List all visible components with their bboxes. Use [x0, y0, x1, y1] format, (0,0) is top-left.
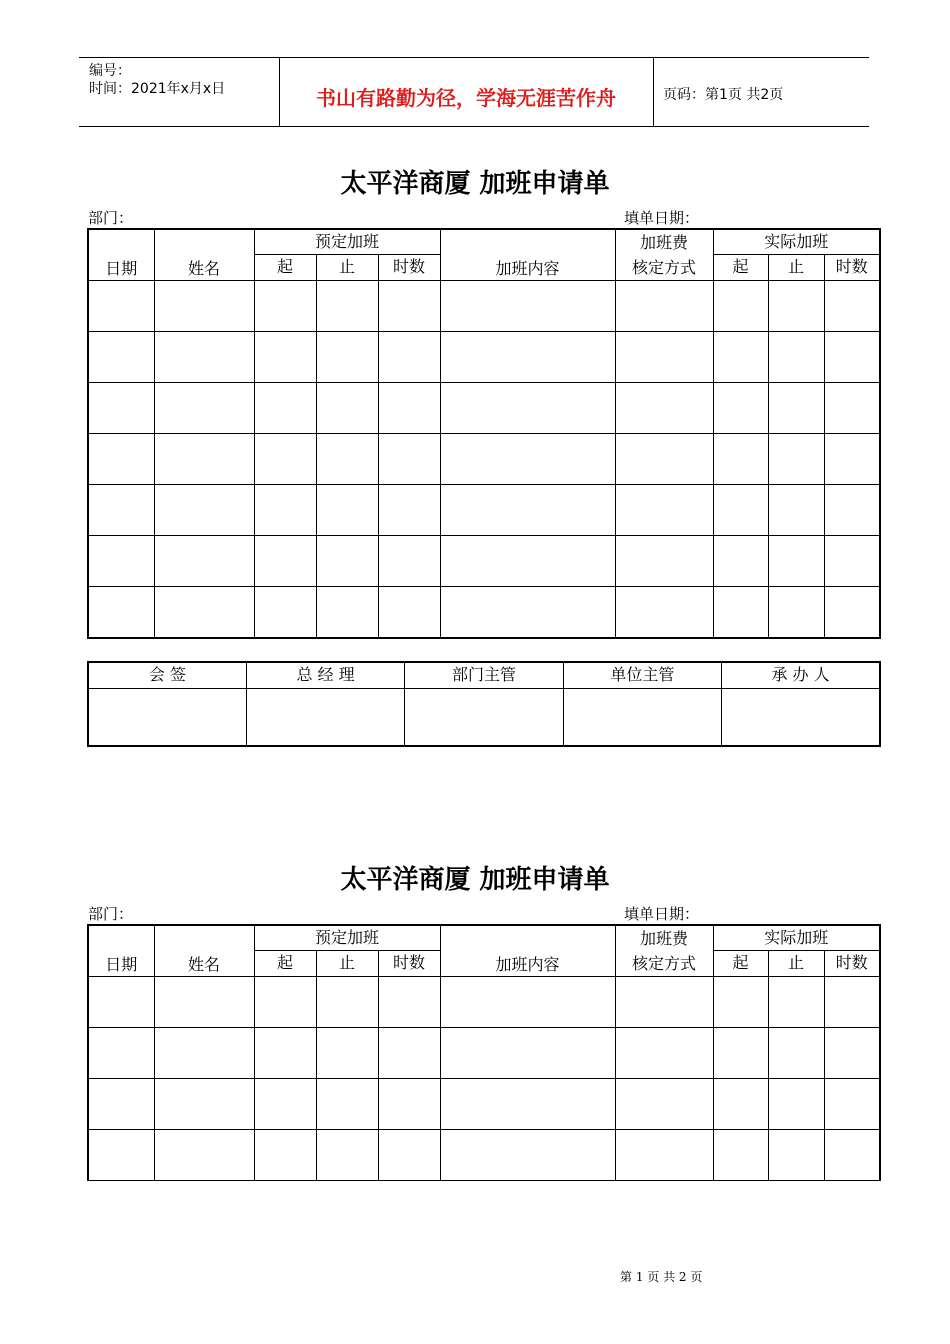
- table-cell[interactable]: [713, 587, 768, 638]
- table-cell[interactable]: [154, 281, 254, 332]
- table-row: [88, 434, 880, 485]
- table-cell[interactable]: [378, 485, 440, 536]
- table-cell[interactable]: [154, 536, 254, 587]
- signoff-cell: [563, 688, 721, 746]
- table-cell[interactable]: [316, 977, 378, 1028]
- table-cell[interactable]: [88, 485, 154, 536]
- signoff-cell: [722, 688, 880, 746]
- signoff-header-dept-manager: 部门主管: [405, 662, 563, 688]
- table-cell[interactable]: [154, 587, 254, 638]
- table-cell[interactable]: [88, 281, 154, 332]
- table-cell[interactable]: [378, 1079, 440, 1130]
- table-cell[interactable]: [615, 485, 713, 536]
- col-fee-line2: 核定方式: [631, 258, 696, 277]
- dept-label: 部门：: [88, 905, 134, 923]
- table-cell[interactable]: [316, 281, 378, 332]
- table-cell[interactable]: [615, 587, 713, 638]
- table-cell[interactable]: [254, 281, 316, 332]
- col-actual-start: 起: [713, 254, 768, 280]
- col-fee-line1: 加班费: [639, 929, 688, 948]
- table-cell[interactable]: [824, 485, 880, 536]
- col-fee-line2: 核定方式: [631, 954, 696, 973]
- table-cell[interactable]: [88, 434, 154, 485]
- table-cell[interactable]: [713, 383, 768, 434]
- table-cell[interactable]: [254, 977, 316, 1028]
- table-cell[interactable]: [824, 383, 880, 434]
- col-planned-hours: 时数: [378, 950, 440, 976]
- table-cell[interactable]: [440, 1028, 615, 1079]
- table-cell[interactable]: [713, 1130, 768, 1181]
- col-fee-line1: 加班费: [639, 233, 688, 252]
- table-cell[interactable]: [316, 1079, 378, 1130]
- table-cell[interactable]: [254, 485, 316, 536]
- table-cell[interactable]: [768, 587, 824, 638]
- table-cell[interactable]: [824, 1028, 880, 1079]
- table-cell[interactable]: [154, 332, 254, 383]
- table-cell[interactable]: [768, 1028, 824, 1079]
- table-cell[interactable]: [440, 434, 615, 485]
- fill-date-label: 填单日期：: [624, 905, 700, 923]
- table-cell[interactable]: [713, 434, 768, 485]
- col-fee: [615, 925, 713, 977]
- table-cell[interactable]: [713, 1028, 768, 1079]
- table-cell[interactable]: [824, 332, 880, 383]
- col-actual-end: 止: [768, 950, 824, 976]
- time-label: 时间：2021年x月x日: [89, 81, 226, 97]
- page-header: [79, 57, 869, 127]
- col-planned: 预定加班: [254, 925, 440, 950]
- table-cell[interactable]: [440, 1079, 615, 1130]
- table-cell[interactable]: [615, 536, 713, 587]
- signoff-header-handler: 承 办 人: [722, 662, 880, 688]
- number-label: 编号：: [89, 63, 131, 79]
- col-name: 姓名: [154, 925, 254, 977]
- col-name: 姓名: [154, 229, 254, 281]
- table-cell[interactable]: [88, 383, 154, 434]
- table-cell[interactable]: [615, 332, 713, 383]
- table-cell[interactable]: [378, 977, 440, 1028]
- table-cell[interactable]: [88, 587, 154, 638]
- table-cell[interactable]: [378, 1130, 440, 1181]
- table-cell[interactable]: [154, 1130, 254, 1181]
- table-cell[interactable]: [254, 383, 316, 434]
- col-planned-hours: 时数: [378, 254, 440, 280]
- table-cell[interactable]: [440, 332, 615, 383]
- table-cell[interactable]: [254, 1130, 316, 1181]
- col-actual: 实际加班: [713, 229, 880, 254]
- table-cell[interactable]: [316, 1028, 378, 1079]
- col-actual: 实际加班: [713, 925, 880, 950]
- table-cell[interactable]: [316, 536, 378, 587]
- table-cell[interactable]: [378, 587, 440, 638]
- overtime-table: [87, 228, 881, 639]
- table-cell[interactable]: [440, 1130, 615, 1181]
- table-cell[interactable]: [713, 977, 768, 1028]
- table-cell[interactable]: [254, 536, 316, 587]
- table-row: [88, 332, 880, 383]
- table-cell[interactable]: [440, 977, 615, 1028]
- col-planned-end: 止: [316, 950, 378, 976]
- table-cell[interactable]: [768, 332, 824, 383]
- table-cell[interactable]: [254, 1028, 316, 1079]
- signoff-header-countersign: 会 签: [88, 662, 246, 688]
- table-cell[interactable]: [254, 1079, 316, 1130]
- table-cell[interactable]: [254, 587, 316, 638]
- table-cell[interactable]: [824, 1079, 880, 1130]
- table-cell[interactable]: [768, 977, 824, 1028]
- table-cell[interactable]: [316, 1130, 378, 1181]
- table-cell[interactable]: [713, 332, 768, 383]
- table-cell[interactable]: [713, 1079, 768, 1130]
- page-footer: 第 1 页 共 2 页: [620, 1270, 703, 1284]
- col-actual-start: 起: [713, 950, 768, 976]
- table-cell[interactable]: [88, 1079, 154, 1130]
- col-actual-hours: 时数: [824, 254, 880, 280]
- table-cell[interactable]: [768, 536, 824, 587]
- table-cell[interactable]: [316, 332, 378, 383]
- table-cell[interactable]: [768, 1130, 824, 1181]
- table-cell[interactable]: [316, 485, 378, 536]
- table-row: [88, 383, 880, 434]
- table-cell[interactable]: [824, 281, 880, 332]
- col-date: 日期: [88, 925, 154, 977]
- table-row: [88, 281, 880, 332]
- table-cell[interactable]: [440, 587, 615, 638]
- table-cell[interactable]: [378, 332, 440, 383]
- table-cell[interactable]: [88, 332, 154, 383]
- col-content: 加班内容: [440, 229, 615, 281]
- header-info: [89, 62, 279, 98]
- table-cell[interactable]: [768, 383, 824, 434]
- col-planned-start: 起: [254, 254, 316, 280]
- col-date: 日期: [88, 229, 154, 281]
- fill-date-label: 填单日期：: [624, 209, 700, 227]
- header-divider: [653, 58, 654, 126]
- table-cell[interactable]: [768, 1079, 824, 1130]
- table-cell[interactable]: [615, 281, 713, 332]
- table-cell[interactable]: [768, 485, 824, 536]
- form-title: 太平洋商厦 加班申请单: [340, 169, 610, 199]
- overtime-table: [87, 924, 881, 1181]
- table-cell[interactable]: [615, 1079, 713, 1130]
- table-cell[interactable]: [615, 1028, 713, 1079]
- table-cell[interactable]: [88, 977, 154, 1028]
- col-actual-end: 止: [768, 254, 824, 280]
- col-fee: [615, 229, 713, 281]
- col-content: 加班内容: [440, 925, 615, 977]
- table-row: [88, 1130, 880, 1181]
- table-cell[interactable]: [824, 977, 880, 1028]
- table-cell[interactable]: [615, 434, 713, 485]
- table-cell[interactable]: [254, 332, 316, 383]
- page-label: 页码：第1页 共2页: [663, 87, 784, 103]
- table-row: [88, 1079, 880, 1130]
- table-cell[interactable]: [615, 383, 713, 434]
- table-cell[interactable]: [824, 536, 880, 587]
- col-planned-end: 止: [316, 254, 378, 280]
- table-row: [88, 587, 880, 638]
- table-cell[interactable]: [154, 434, 254, 485]
- table-cell[interactable]: [768, 434, 824, 485]
- col-planned: 预定加班: [254, 229, 440, 254]
- table-cell[interactable]: [154, 383, 254, 434]
- table-cell[interactable]: [713, 281, 768, 332]
- table-cell[interactable]: [378, 536, 440, 587]
- table-cell[interactable]: [824, 434, 880, 485]
- table-cell[interactable]: [440, 536, 615, 587]
- table-cell[interactable]: [254, 434, 316, 485]
- table-cell[interactable]: [316, 383, 378, 434]
- table-cell[interactable]: [378, 1028, 440, 1079]
- table-cell[interactable]: [768, 281, 824, 332]
- signoff-cell: [88, 688, 246, 746]
- table-cell[interactable]: [440, 485, 615, 536]
- table-cell[interactable]: [824, 587, 880, 638]
- signoff-header-gm: 总 经 理: [246, 662, 404, 688]
- table-cell[interactable]: [154, 485, 254, 536]
- table-row: [88, 1028, 880, 1079]
- signoff-cell: [246, 688, 404, 746]
- table-cell[interactable]: [154, 1079, 254, 1130]
- table-cell[interactable]: [88, 1130, 154, 1181]
- form-title: 太平洋商厦 加班申请单: [340, 865, 610, 895]
- table-cell[interactable]: [378, 434, 440, 485]
- table-cell[interactable]: [824, 1130, 880, 1181]
- signoff-table: [87, 661, 881, 747]
- table-cell[interactable]: [713, 485, 768, 536]
- table-cell[interactable]: [440, 281, 615, 332]
- col-planned-start: 起: [254, 950, 316, 976]
- table-cell[interactable]: [316, 434, 378, 485]
- signoff-cell: [405, 688, 563, 746]
- dept-label: 部门：: [88, 209, 134, 227]
- signoff-header-unit-manager: 单位主管: [563, 662, 721, 688]
- table-cell[interactable]: [615, 1130, 713, 1181]
- table-cell[interactable]: [88, 536, 154, 587]
- motto: 书山有路勤为径，学海无涯苦作舟: [316, 86, 616, 110]
- table-row: [88, 485, 880, 536]
- col-actual-hours: 时数: [824, 950, 880, 976]
- table-cell[interactable]: [154, 977, 254, 1028]
- table-cell[interactable]: [378, 383, 440, 434]
- table-cell[interactable]: [713, 536, 768, 587]
- table-cell[interactable]: [615, 977, 713, 1028]
- table-row: [88, 977, 880, 1028]
- table-cell[interactable]: [378, 281, 440, 332]
- table-row: [88, 536, 880, 587]
- table-cell[interactable]: [154, 1028, 254, 1079]
- table-cell[interactable]: [88, 1028, 154, 1079]
- table-cell[interactable]: [316, 587, 378, 638]
- table-cell[interactable]: [440, 383, 615, 434]
